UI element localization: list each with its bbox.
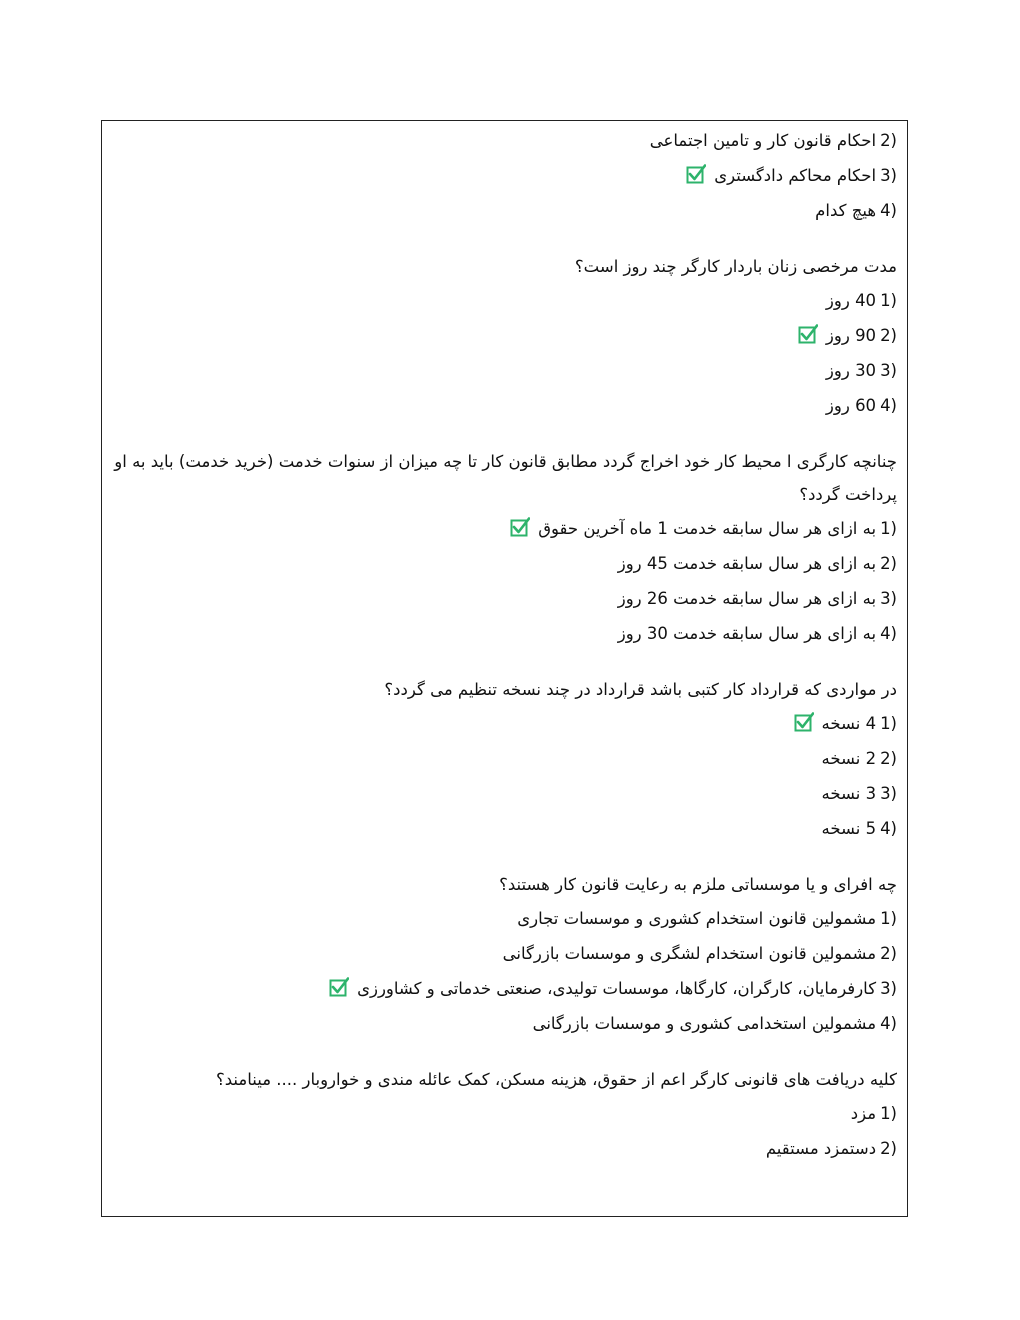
option-text: به ازای هر سال سابقه خدمت 45 روز xyxy=(617,554,877,573)
answer-option xyxy=(112,193,897,228)
answer-option xyxy=(112,546,897,581)
option-number: 3) xyxy=(880,784,897,803)
option-text: 90 روز xyxy=(825,326,877,345)
answer-option xyxy=(112,706,897,741)
option-number: 1) xyxy=(880,714,897,733)
option-number: 1) xyxy=(880,291,897,310)
question-block xyxy=(112,445,897,651)
answer-option xyxy=(112,1096,897,1131)
question-block xyxy=(112,250,897,423)
option-text: 3 نسخه xyxy=(821,784,877,803)
option-text: کارفرمایان، کارگران، کارگاها، موسسات تولیدی، صنعتی خدماتی و کشاورزی xyxy=(357,979,877,998)
option-number: 3) xyxy=(880,361,897,380)
answer-option xyxy=(112,776,897,811)
option-number: 4) xyxy=(880,1014,897,1033)
option-text: مشمولین استخدامی کشوری و موسسات بازرگانی xyxy=(532,1014,877,1033)
document-page xyxy=(101,120,908,1217)
option-number: 2) xyxy=(880,326,897,345)
answer-option xyxy=(112,511,897,546)
question-block xyxy=(112,868,897,1041)
option-text: مشمولین قانون استخدام لشگری و موسسات بازرگانی xyxy=(502,944,877,963)
option-number: 4) xyxy=(880,624,897,643)
option-text: هیچ کدام xyxy=(815,201,877,220)
correct-answer-check-icon xyxy=(686,161,706,181)
option-number: 2) xyxy=(880,554,897,573)
option-text: مزد xyxy=(850,1104,877,1123)
question-text: کلیه دریافت های قانونی کارگر اعم از حقوق، هزینه مسکن، کمک عائله مندی و خواروبار .... مینامند؟ xyxy=(215,1070,897,1089)
answer-option xyxy=(112,741,897,776)
question-text: چنانچه کارگری ا محیط کار خود اخراج گردد مطابق قانون کار تا چه میزان از سنوات خدمت (خرید خدمت) باید به او پرداخت گردد؟ xyxy=(114,452,897,504)
correct-answer-check-icon xyxy=(794,709,814,729)
answer-option xyxy=(112,318,897,353)
answer-option xyxy=(112,971,897,1006)
option-text: احکام محاکم دادگستری xyxy=(714,166,877,185)
option-text: به ازای هر سال سابقه خدمت 1 ماه آخرین حقوق xyxy=(538,519,877,538)
option-text: احکام قانون کار و تامین اجتماعی xyxy=(649,131,877,150)
option-number: 2) xyxy=(880,944,897,963)
answer-option xyxy=(112,936,897,971)
question-block xyxy=(112,123,897,228)
question-list xyxy=(102,121,907,1166)
answer-option xyxy=(112,1131,897,1166)
answer-option xyxy=(112,581,897,616)
option-number: 1) xyxy=(880,1104,897,1123)
option-number: 4) xyxy=(880,201,897,220)
option-number: 2) xyxy=(880,1139,897,1158)
option-number: 2) xyxy=(880,749,897,768)
question-text: مدت مرخصی زنان باردار کارگر چند روز است؟ xyxy=(574,257,897,276)
option-text: 5 نسخه xyxy=(821,819,877,838)
option-number: 1) xyxy=(880,909,897,928)
option-number: 4) xyxy=(880,819,897,838)
option-number: 1) xyxy=(880,519,897,538)
answer-option xyxy=(112,353,897,388)
answer-option xyxy=(112,283,897,318)
answer-option xyxy=(112,811,897,846)
answer-option xyxy=(112,1006,897,1041)
option-number: 3) xyxy=(880,589,897,608)
option-text: 30 روز xyxy=(825,361,877,380)
correct-answer-check-icon xyxy=(798,321,818,341)
correct-answer-check-icon xyxy=(510,514,530,534)
answer-option xyxy=(112,616,897,651)
option-text: به ازای هر سال سابقه خدمت 30 روز xyxy=(617,624,877,643)
answer-option xyxy=(112,388,897,423)
question-text: چه افرای و یا موسساتی ملزم به رعایت قانون کار هستند؟ xyxy=(499,875,897,894)
answer-option xyxy=(112,123,897,158)
option-text: به ازای هر سال سابقه خدمت 26 روز xyxy=(617,589,877,608)
question-text: در مواردی که قرارداد کار کتبی باشد قرارداد در چند نسخه تنظیم می گردد؟ xyxy=(384,680,897,699)
option-text: مشمولین قانون استخدام کشوری و موسسات تجاری xyxy=(517,909,877,928)
option-number: 3) xyxy=(880,979,897,998)
correct-answer-check-icon xyxy=(329,974,349,994)
answer-option xyxy=(112,901,897,936)
question-block xyxy=(112,673,897,846)
option-number: 2) xyxy=(880,131,897,150)
option-number: 3) xyxy=(880,166,897,185)
answer-option xyxy=(112,158,897,193)
option-text: 4 نسخه xyxy=(821,714,877,733)
option-text: 40 روز xyxy=(825,291,877,310)
option-text: 60 روز xyxy=(825,396,877,415)
option-number: 4) xyxy=(880,396,897,415)
question-block xyxy=(112,1063,897,1166)
option-text: دستمزد مستقیم xyxy=(765,1139,877,1158)
option-text: 2 نسخه xyxy=(821,749,877,768)
